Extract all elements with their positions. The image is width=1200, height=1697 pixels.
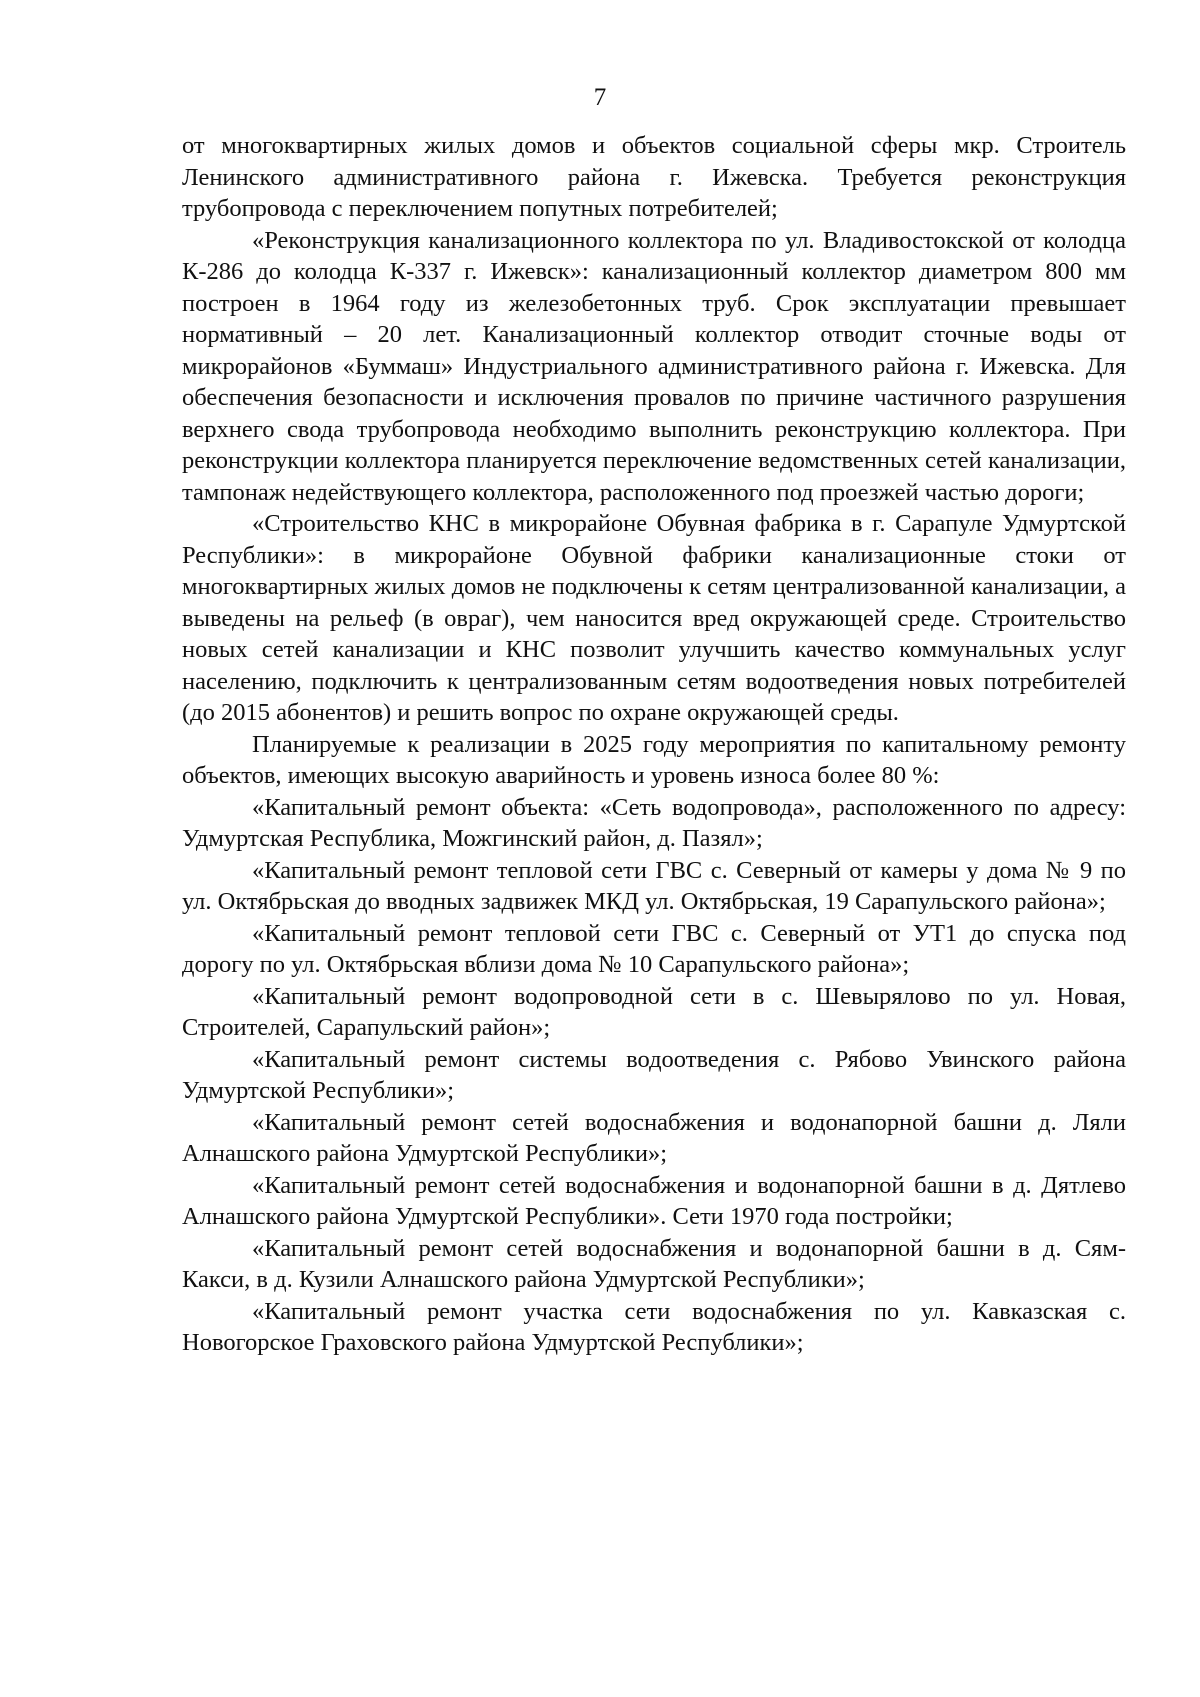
- paragraph-continuation: от многоквартирных жилых домов и объектов социальной сферы мкр. Строитель Ленинского административного района г. Ижевска. Требуется реконструкция трубопровода с переключением попутных потребителей;: [182, 132, 1126, 222]
- list-item: «Капитальный ремонт сетей водоснабжения и водонапорной башни в д. Сям-Какси, в д. Кузили Алнашского района Удмуртской Республики»;: [182, 1234, 1126, 1293]
- list-item: «Капитальный ремонт объекта: «Сеть водопровода», расположенного по адресу: Удмуртская Республика, Можгинский район, д. Пазял»;: [182, 793, 1126, 852]
- page-number: 7: [593, 84, 607, 111]
- list-item: «Капитальный ремонт системы водоотведения с. Рябово Увинского района Удмуртской Республики»;: [182, 1045, 1126, 1104]
- list-item: «Капитальный ремонт сетей водоснабжения и водонапорной башни в д. Дятлево Алнашского района Удмуртской Республики». Сети 1970 года постройки;: [182, 1171, 1126, 1230]
- document-body: [182, 130, 1126, 1359]
- list-item: «Капитальный ремонт участка сети водоснабжения по ул. Кавказская с. Новогорское Граховского района Удмуртской Республики»;: [182, 1297, 1126, 1356]
- paragraph-sewer-collector-izhevsk: «Реконструкция канализационного коллектора по ул. Владивостокской от колодца К-286 до колодца К-337 г. Ижевск»: канализационный коллектор диаметром 800 мм построен в 1964 году из железобетонных труб. Срок эксплуатации превышает нормативный – 20 лет. Канализационный коллектор отводит сточные воды от микрорайонов «Буммаш» Индустриального административного района г. Ижевска. Для обеспечения безопасности и исключения провалов по причине частичного разрушения верхнего свода трубопровода необходимо выполнить реконструкцию коллектора. При реконструкции коллектора планируется переключение ведомственных сетей канализации, тампонаж недействующего коллектора, расположенного под проезжей частью дороги;: [182, 226, 1126, 506]
- list-item: «Капитальный ремонт водопроводной сети в с. Шевырялово по ул. Новая, Строителей, Сарапульский район»;: [182, 982, 1126, 1041]
- list-item: «Капитальный ремонт тепловой сети ГВС с. Северный от УТ1 до спуска под дорогу по ул. Октябрьская вблизи дома № 10 Сарапульского района»;: [182, 919, 1126, 978]
- list-item: «Капитальный ремонт сетей водоснабжения и водонапорной башни д. Ляли Алнашского района Удмуртской Республики»;: [182, 1108, 1126, 1167]
- paragraph-planned-2025-intro: Планируемые к реализации в 2025 году мероприятия по капитальному ремонту объектов, имеющих высокую аварийность и уровень износа более 80 %:: [182, 730, 1126, 789]
- list-item: «Капитальный ремонт тепловой сети ГВС с. Северный от камеры у дома № 9 по ул. Октябрьская до вводных задвижек МКД ул. Октябрьская, 19 Сарапульского района»;: [182, 856, 1126, 915]
- paragraph-kns-sarapul: «Строительство КНС в микрорайоне Обувная фабрика в г. Сарапуле Удмуртской Республики»: в микрорайоне Обувной фабрики канализационные стоки от многоквартирных жилых домов не подключены к сетям централизованной канализации, а выведены на рельеф (в овраг), чем наносится вред окружающей среде. Строительство новых сетей канализации и КНС позволит улучшить качество коммунальных услуг населению, подключить к централизованным сетям водоотведения новых потребителей (до 2015 абонентов) и решить вопрос по охране окружающей среды.: [182, 510, 1126, 726]
